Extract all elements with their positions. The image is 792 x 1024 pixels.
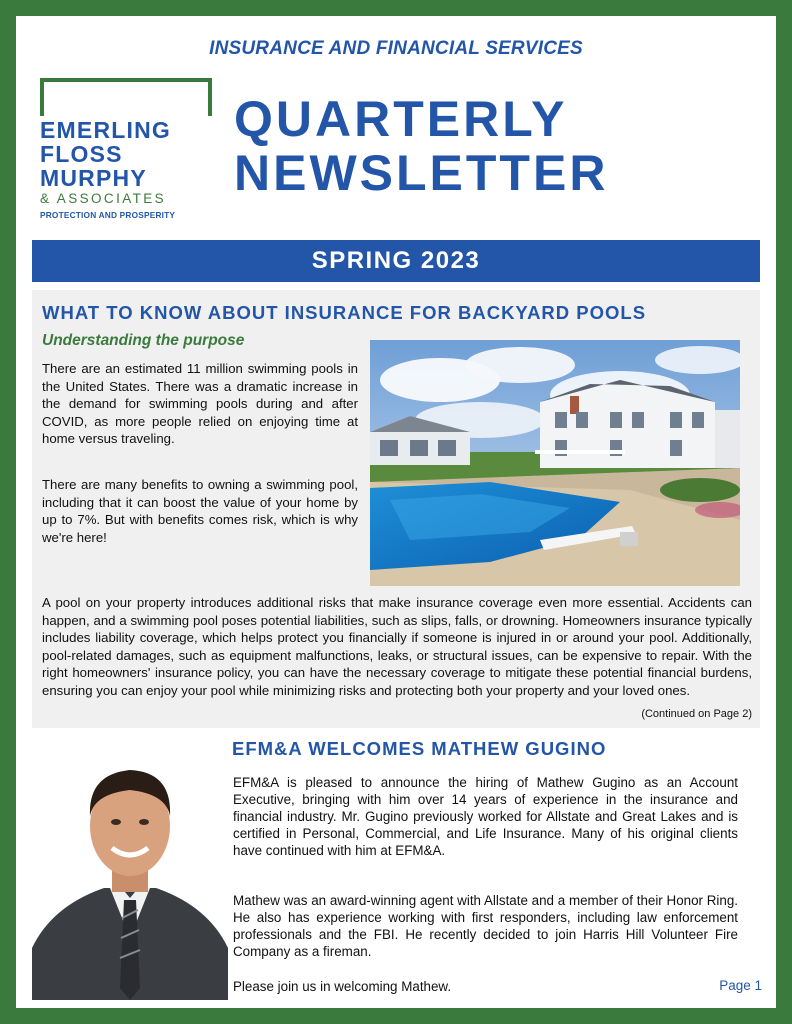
welcome-paragraph-3: Please join us in welcoming Mathew. bbox=[233, 979, 452, 994]
pool-article-subtitle: Understanding the purpose bbox=[42, 332, 245, 349]
pool-paragraph-3: A pool on your property introduces additional risks that make insurance coverage even more essential. Accidents can happen, and a swimming pool poses potential liabilities, such as slips, falls, or drowning. Homeowners insurance typically includes liability coverage, which helps protect you financially if someone is injured in or around your pool. Additionally, pool-related damages, such as equipment malfunctions, leaks, or structural issues, can be expensive to repair. With the right homeowners' insurance policy, you can have the necessary coverage to mitigate these potential financial burdens, ensuring you can enjoy your pool while minimizing risks and protecting both your property and your loved ones. bbox=[42, 595, 752, 698]
logo-tagline: PROTECTION AND PROSPERITY bbox=[40, 209, 176, 220]
welcome-article-title: EFM&A WELCOMES MATHEW GUGINO bbox=[232, 738, 607, 759]
season-banner: SPRING 2023 bbox=[32, 240, 760, 282]
masthead-line-2: NEWSLETTER bbox=[234, 145, 609, 201]
mathew-gugino-photo bbox=[32, 738, 228, 1000]
continued-note: (Continued on Page 2) bbox=[641, 708, 752, 720]
pool-article-title: WHAT TO KNOW ABOUT INSURANCE FOR BACKYARD POOLS bbox=[42, 302, 647, 323]
pool-house-photo bbox=[370, 340, 740, 586]
logo-associates: & ASSOCIATES bbox=[40, 191, 167, 206]
logo-line-2: FLOSS bbox=[40, 141, 123, 167]
logo-line-3: MURPHY bbox=[40, 165, 147, 191]
masthead-line-1: QUARTERLY bbox=[234, 91, 568, 147]
page-number: Page 1 bbox=[719, 978, 762, 993]
pool-article bbox=[32, 290, 760, 728]
company-logo bbox=[40, 118, 175, 219]
newsletter-page bbox=[16, 16, 776, 1008]
pool-paragraph-1: There are an estimated 11 million swimming pools in the United States. There was a dramatic increase in the demand for swimming pools during and after COVID, as more people relied on enjoying time at home versus traveling. bbox=[42, 361, 358, 446]
logo-line-1: EMERLING bbox=[40, 117, 171, 143]
newsletter-masthead bbox=[234, 92, 608, 200]
welcome-paragraph-2: Mathew was an award-winning agent with Allstate and a member of their Honor Ring. He also has experience working with first responders, including law enforcement professionals and the FBI. He recently decided to join Harris Hill Volunteer Fire Company as a fireman. bbox=[233, 893, 738, 959]
welcome-paragraph-1: EFM&A is pleased to announce the hiring of Mathew Gugino as an Account Executive, bringing with him over 14 years of experience in the insurance and financial industry. Mr. Gugino previously worked for Allstate and Great Lakes and is certified in Personal, Commercial, and Life Insurance. Many of his original clients have continued with him at EFM&A. bbox=[233, 775, 738, 858]
pool-paragraph-2: There are many benefits to owning a swimming pool, including that it can boost the value of your home by up to 7%. But with benefits comes risk, which is why we're here! bbox=[42, 477, 358, 545]
top-title: INSURANCE AND FINANCIAL SERVICES bbox=[209, 38, 583, 59]
